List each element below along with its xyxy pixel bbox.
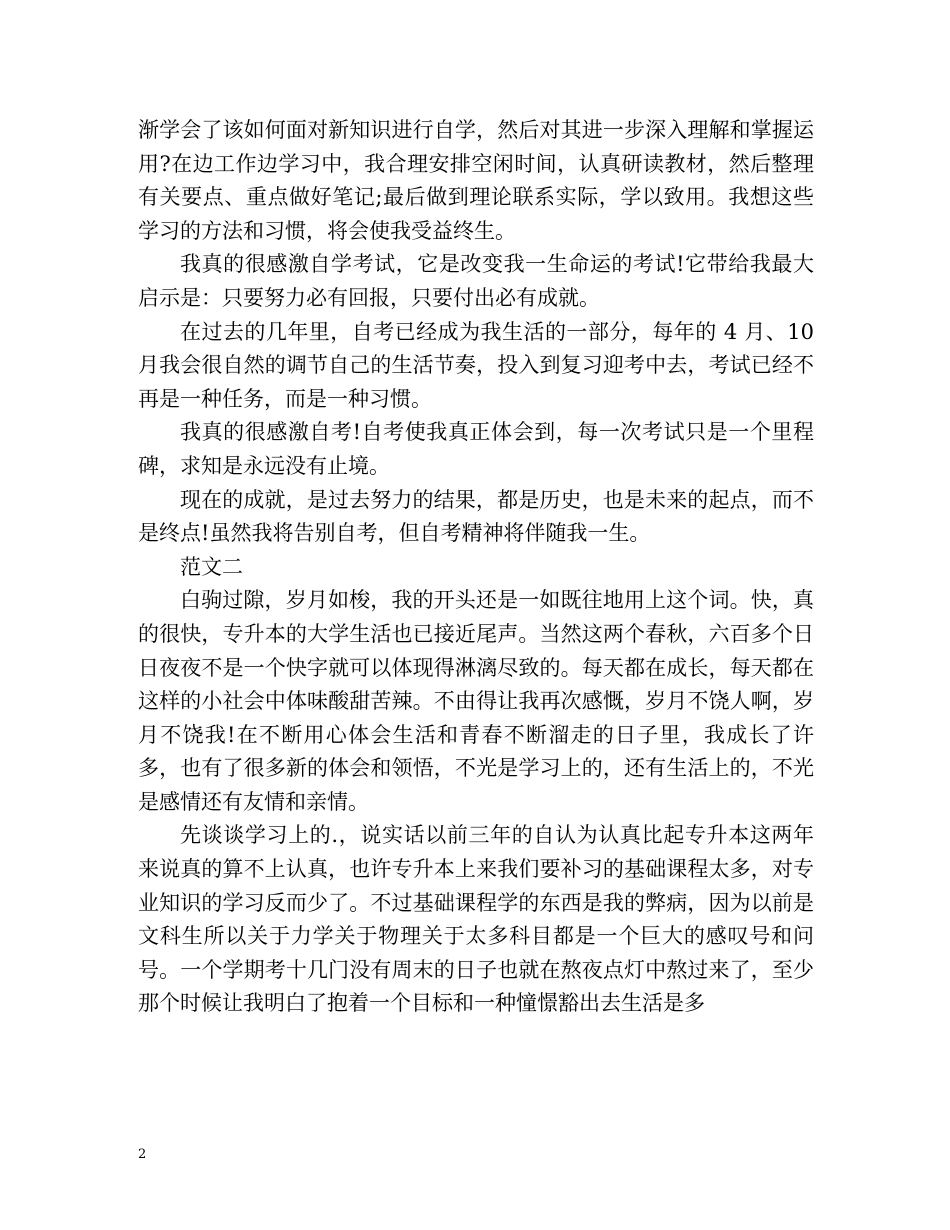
paragraph-2: 我真的很感激自学考试，它是改变我一生命运的考试!它带给我最大启示是：只要努力必有回报，只要付出必有成就。 [138, 252, 814, 310]
paragraph-8: 先谈谈学习上的.，说实话以前三年的自认为认真比起专升本这两年来说真的算不上认真，也许专升本上来我们要补习的基础课程太多，对专业知识的学习反而少了。不过基础课程学的东西是我的弊病，因为以前是文科生所以关于力学关于物理关于太多科目都是一个巨大的感叹号和问号。一个学期考十几门没有周末的日子也就在熬夜点灯中熬过来了，至少那个时候让我明白了抱着一个目标和一种憧憬豁出去生活是多 [138, 823, 814, 1016]
paragraph-7: 白驹过隙，岁月如梭，我的开头还是一如既往地用上这个词。快，真的很快，专升本的大学生活也已接近尾声。当然这两个春秋，六百多个日日夜夜不是一个快字就可以体现得淋漓尽致的。每天都在成长，每天都在这样的小社会中体味酸甜苦辣。不由得让我再次感慨，岁月不饶人啊，岁月不饶我!在不断用心体会生活和青春不断溜走的日子里，我成长了许多，也有了很多新的体会和领悟，不光是学习上的，还有生活上的，不光是感情还有友情和亲情。 [138, 588, 814, 814]
paragraph-3: 在过去的几年里，自考已经成为我生活的一部分，每年的 4 月、10 月我会很自然的调节自己的生活节奏，投入到复习迎考中去，考试已经不再是一种任务，而是一种习惯。 [138, 319, 814, 411]
page-number: 2 [138, 1147, 147, 1162]
section-heading-fanwen-er: 范文二 [180, 554, 243, 579]
paragraph-4: 我真的很感激自考!自考使我真正体会到，每一次考试只是一个里程碑，求知是永远没有止境。 [138, 420, 814, 478]
document-body [138, 114, 814, 1021]
paragraph-1: 渐学会了该如何面对新知识进行自学，然后对其进一步深入理解和掌握运用?在边工作边学习中，我合理安排空闲时间，认真研读教材，然后整理有关要点、重点做好笔记;最后做到理论联系实际，学以致用。我想这些学习的方法和习惯，将会使我受益终生。 [138, 118, 814, 243]
paragraph-5: 现在的成就，是过去努力的结果，都是历史，也是未来的起点，而不是终点!虽然我将告别自考，但自考精神将伴随我一生。 [138, 487, 814, 546]
